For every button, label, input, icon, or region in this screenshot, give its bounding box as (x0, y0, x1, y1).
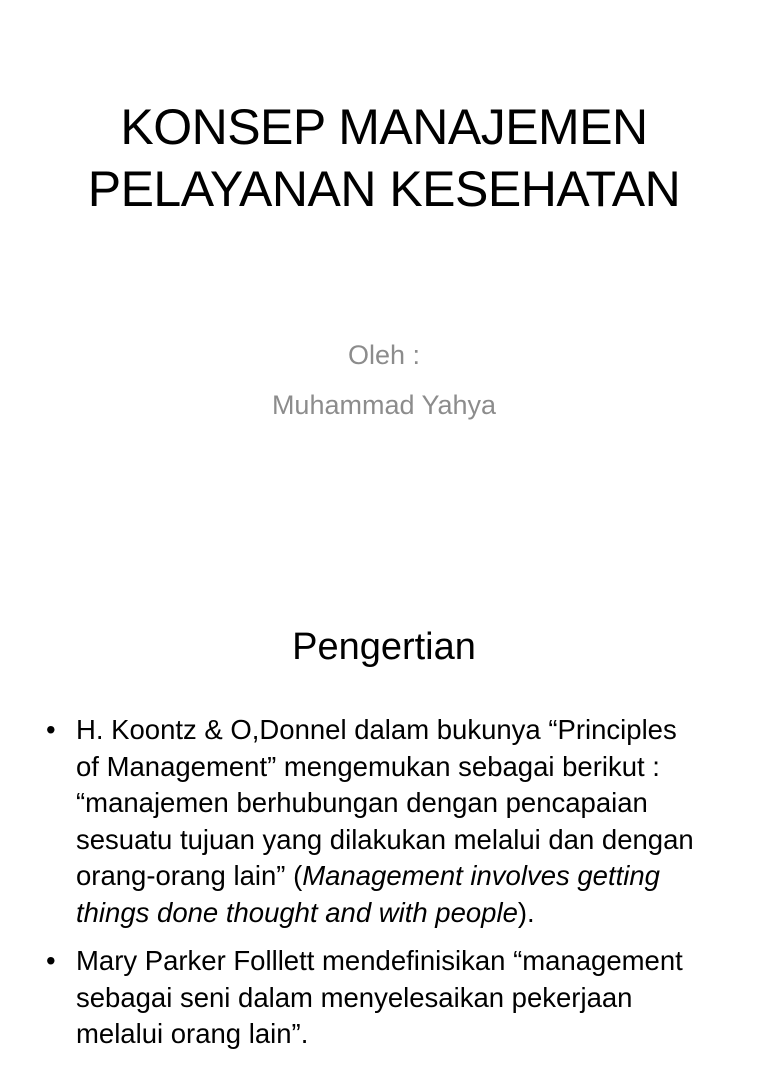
bullet-text-part: Mary Parker Folllett mendefinisikan “management sebagai seni dalam menyelesaikan pekerjaan melalui orang lain”. (76, 945, 683, 1049)
slide-subtitle (0, 330, 768, 430)
bullet-icon: • (46, 714, 56, 745)
definition-slide (0, 580, 768, 1049)
bullet-item-koontz (46, 712, 706, 931)
slide-title (0, 96, 768, 220)
bullet-text-end: ). (517, 896, 535, 928)
slide-title-line-2: PELAYANAN KESEHATAN (87, 161, 681, 217)
author-name: Muhammad Yahya (271, 390, 497, 420)
subtitle-by-label: Oleh : (347, 340, 421, 370)
bullet-icon: • (46, 945, 56, 976)
bullet-list (46, 712, 706, 1065)
bullet-item-follett (46, 943, 706, 1053)
bullet-text-italic: Management involves getting things done thought and with people (76, 860, 660, 928)
bullet-text-part: H. Koontz & O,Donnel dalam bukunya “Principles of Management” mengemukan sebagai berikut : “manajemen berhubungan dengan pencapaian sesuatu tujuan yang dilakukan melalui dan dengan orang-orang lain” ( (76, 714, 694, 891)
slide-heading: Pengertian (292, 626, 476, 668)
slide-title-line-1: KONSEP MANAJEMEN (120, 99, 648, 155)
